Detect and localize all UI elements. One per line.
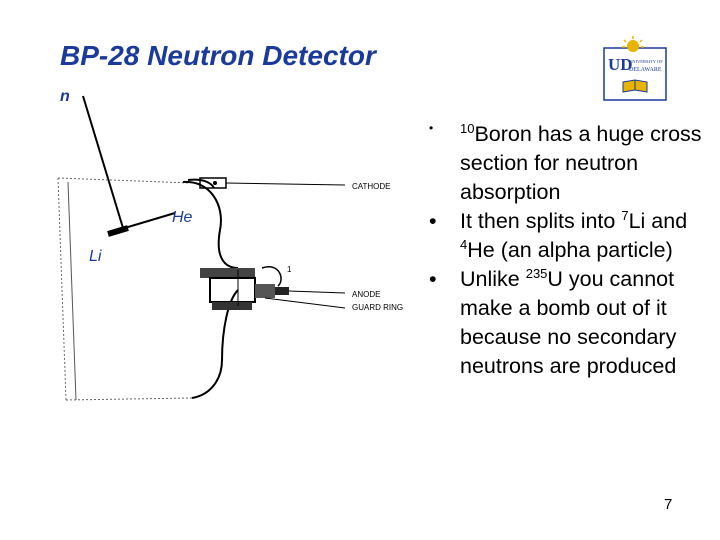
svg-text:UD: UD xyxy=(608,55,633,74)
lithium-label: Li xyxy=(89,248,102,265)
slide-title: BP-28 Neutron Detector xyxy=(60,40,376,71)
guard-ring-label: GUARD RING xyxy=(352,303,404,312)
helium-label: He xyxy=(172,209,193,226)
neutron-track xyxy=(83,96,123,228)
bullet-list xyxy=(425,120,710,381)
cathode-label: CATHODE xyxy=(352,182,391,191)
neutron-label: n xyxy=(60,88,70,105)
tube-wall xyxy=(68,182,76,400)
book-icon xyxy=(623,80,647,92)
bullet-dot: • xyxy=(429,121,434,135)
university-logo xyxy=(603,36,667,102)
marker-label: 1 xyxy=(287,265,292,274)
svg-text:UNIVERSITY OF: UNIVERSITY OF xyxy=(629,59,663,64)
svg-text:DELAWARE: DELAWARE xyxy=(629,67,662,73)
bullet-boron: • $^{10}$Boron has a huge cross section for neutron absorption xyxy=(425,120,710,207)
lithium-track xyxy=(108,228,128,234)
bullet-uranium: • Unlike $^{235}$U you cannot make a bomb out of it because no secondary neutrons are produced xyxy=(429,266,677,378)
page-number: 7 xyxy=(664,496,673,513)
anode-label: ANODE xyxy=(352,290,381,299)
bullet-splits: • It then splits into $^7$Li and $^4$He (an alpha particle) xyxy=(429,208,688,262)
bullet-dot: • xyxy=(429,267,437,291)
bullet-dot: • xyxy=(429,209,437,233)
